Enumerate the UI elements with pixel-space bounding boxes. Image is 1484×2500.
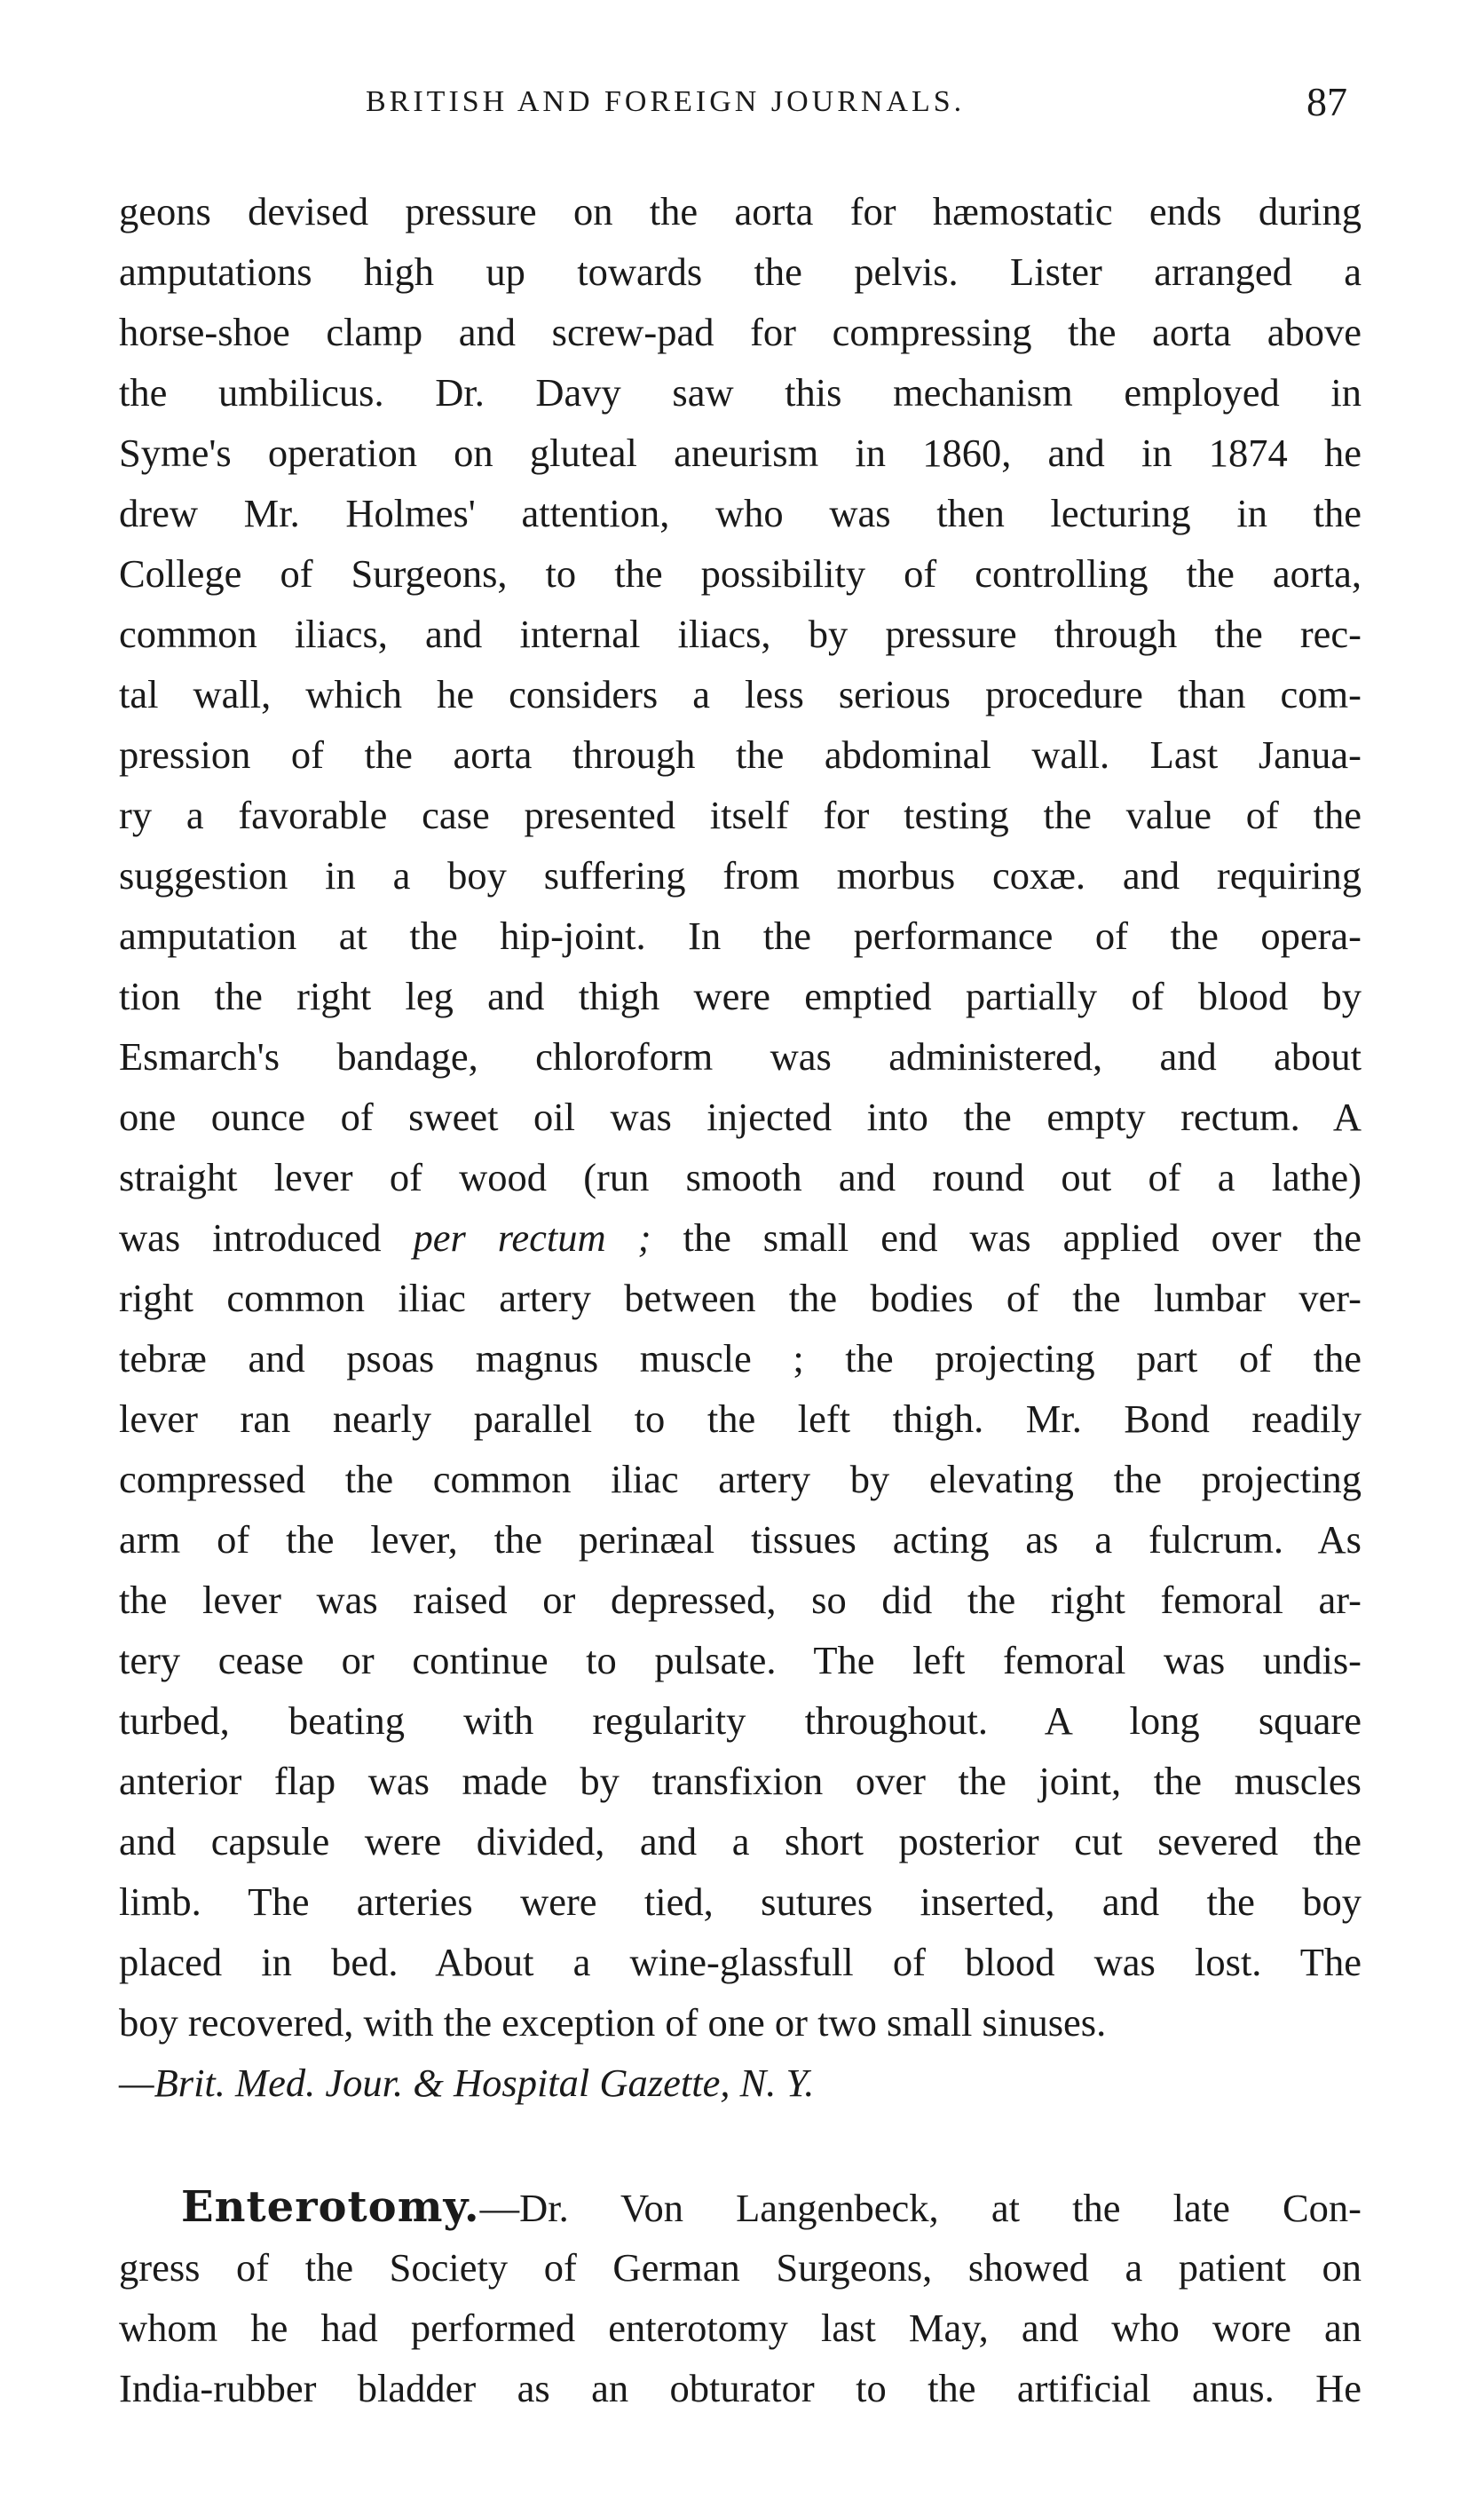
text-line: tery cease or continue to pulsate. The left femoral was undis- [119, 1638, 1362, 1682]
text-line: gress of the Society of German Surgeons, showed a patient on [119, 2245, 1362, 2290]
text-line: geons devised pressure on the aorta for hæmostatic ends during [119, 189, 1362, 233]
text-line: and capsule were divided, and a short posterior cut severed the [119, 1819, 1362, 1863]
text-fragment: was introduced [119, 1215, 414, 1260]
page-number: 87 [1306, 79, 1347, 124]
text-line: the umbilicus. Dr. Davy saw this mechanism employed in [119, 370, 1362, 415]
text-line: right common iliac artery between the bodies of the lumbar ver- [119, 1276, 1362, 1320]
text-fragment: the small end was applied over the [651, 1215, 1362, 1260]
text-line: limb. The arteries were tied, sutures inserted, and the boy [119, 1879, 1362, 1924]
text-line: College of Surgeons, to the possibility of controlling the aorta, [119, 551, 1362, 596]
text-line: compressed the common iliac artery by elevating the projecting [119, 1457, 1362, 1501]
text-line: one ounce of sweet oil was injected into the empty rectum. A [119, 1095, 1362, 1139]
text-fragment: —Dr. Von Langenbeck, at the late Con- [479, 2186, 1362, 2230]
text-line: straight lever of wood (run smooth and round out of a lathe) [119, 1155, 1362, 1199]
text-line: India-rubber bladder as an obturator to the artificial anus. He [119, 2366, 1362, 2410]
section-heading: Enterotomy. [181, 2182, 480, 2232]
text-line: tal wall, which he considers a less serious procedure than com- [119, 672, 1362, 716]
text-line: whom he had performed enterotomy last May, and who wore an [119, 2306, 1362, 2350]
text-line: pression of the aorta through the abdominal wall. Last Janua- [119, 732, 1362, 777]
text-line: lever ran nearly parallel to the left thigh. Mr. Bond readily [119, 1396, 1362, 1441]
running-title: BRITISH AND FOREIGN JOURNALS. [366, 85, 966, 118]
text-line-with-italic [119, 1209, 1362, 1266]
text-line: Esmarch's bandage, chloroform was administered, and about [119, 1034, 1362, 1079]
text-line: tebræ and psoas magnus muscle ; the projecting part of the [119, 1336, 1362, 1381]
text-line: tion the right leg and thigh were emptied partially of blood by [119, 974, 1362, 1018]
text-line: ry a favorable case presented itself for testing the value of the [119, 793, 1362, 837]
text-line: horse-shoe clamp and screw-pad for compressing the aorta above [119, 310, 1362, 354]
running-head [0, 79, 1484, 147]
text-line: arm of the lever, the perinæal tissues acting as a fulcrum. As [119, 1517, 1362, 1562]
text-line: the lever was raised or depressed, so did the right femoral ar- [119, 1578, 1362, 1622]
text-line: amputations high up towards the pelvis. Lister arranged a [119, 249, 1362, 294]
text-line: drew Mr. Holmes' attention, who was then lecturing in the [119, 491, 1362, 535]
text-line: amputation at the hip-joint. In the performance of the opera- [119, 914, 1362, 958]
section-first-line [181, 2179, 1362, 2235]
source-citation: —Brit. Med. Jour. & Hospital Gazette, N. Y. [119, 2061, 815, 2105]
text-line: anterior flap was made by transfixion over the joint, the muscles [119, 1759, 1362, 1803]
text-line: suggestion in a boy suffering from morbus coxæ. and requiring [119, 853, 1362, 898]
text-line: boy recovered, with the exception of one or two small sinuses. [119, 2000, 1107, 2045]
text-line: common iliacs, and internal iliacs, by pressure through the rec- [119, 612, 1362, 656]
text-line: placed in bed. About a wine-glassfull of blood was lost. The [119, 1940, 1362, 1984]
text-line: Syme's operation on gluteal aneurism in 1860, and in 1874 he [119, 431, 1362, 475]
italic-phrase: per rectum ; [413, 1215, 651, 1260]
text-line: turbed, beating with regularity throughout. A long square [119, 1698, 1362, 1743]
